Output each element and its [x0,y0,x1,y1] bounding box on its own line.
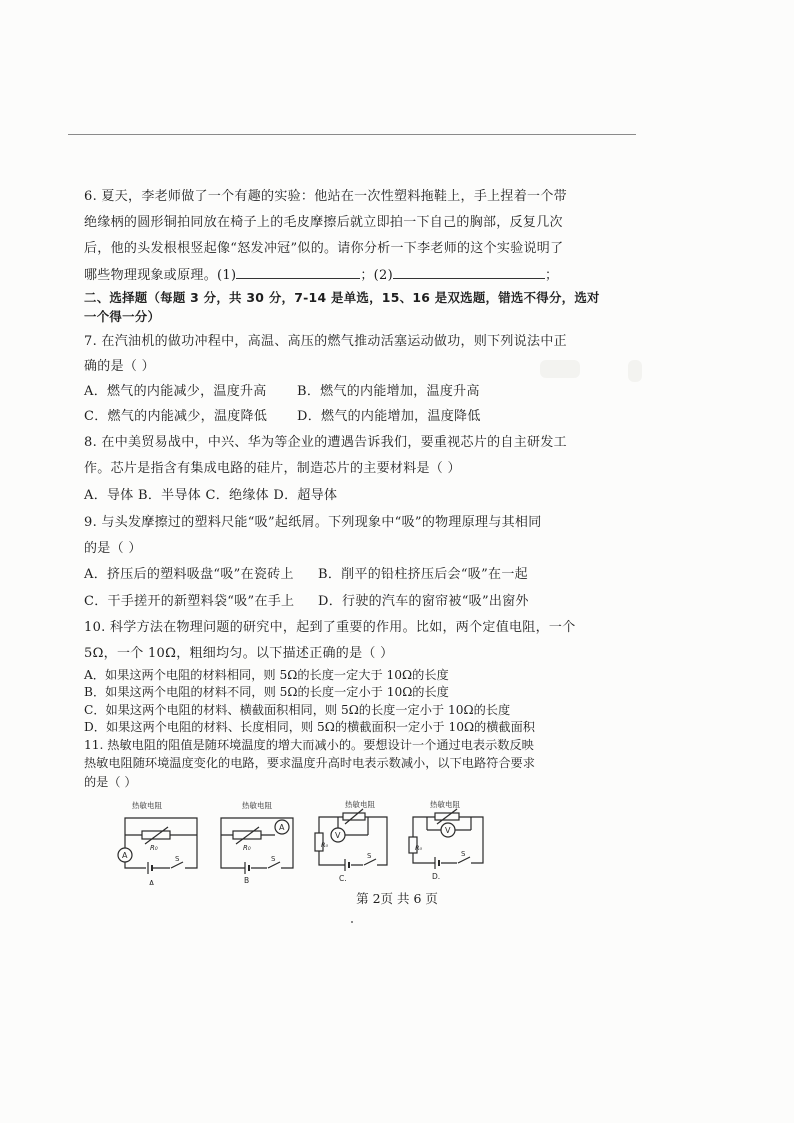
circuit-d-thermistor-label: 热敏电阻 [430,800,460,809]
circuit-a-ammeter-symbol: A [122,851,128,860]
q8-options: A．导体 B．半导体 C．绝缘体 D．超导体 [84,488,338,503]
answer-blank-1[interactable] [236,266,360,279]
section-2-heading-cont: 一个得一分） [84,309,161,324]
circuit-d-switch-label: S [461,850,466,858]
q6-end: ； [544,268,559,283]
q6-line-3: 后，他的头发根根竖起像“怒发冲冠”似的。请你分析一下李老师的这个实验说明了 [84,241,564,256]
q11-stem-1: 11. 热敏电阻的阻值是随环境温度的增大而减小的。要想设计一个通过电表示数反映 [84,738,534,752]
circuit-b [221,800,293,885]
circuit-d-label: D. [432,872,441,881]
q8-stem-2: 作。芯片是指含有集成电路的硅片，制造芯片的主要材料是（ ） [84,461,461,476]
q9-option-c: C．干手搓开的新塑料袋“吸”在手上 [84,594,295,609]
q9-option-d: D．行驶的汽车的窗帘被“吸”出窗外 [318,594,529,609]
circuit-c [315,799,387,883]
q10-stem-2: 5Ω，一个 10Ω，粗细均匀。以下描述正确的是（ ） [84,646,394,661]
circuit-a-thermistor [142,831,170,839]
q11-stem-3: 的是（ ） [84,775,137,789]
page-footer: 第 2页 共 6 页 [356,891,438,906]
q6-separator: ；(2) [360,268,393,283]
q7-stem-1: 7. 在汽油机的做功冲程中，高温、高压的燃气推动活塞运动做功，则下列说法中正 [84,334,567,349]
answer-blank-2[interactable] [393,266,545,279]
circuit-b-label: B [244,876,250,885]
q7-option-c: C．燃气的内能减少，温度降低 [84,409,268,424]
q9-stem-2: 的是（ ） [84,541,142,556]
scan-smudge [540,360,580,378]
circuit-b-ammeter-symbol: A [279,823,285,832]
q7-stem-2: 确的是（ ） [84,359,155,374]
q8-stem-1: 8. 在中美贸易战中，中兴、华为等企业的遭遇告诉我们，要重视芯片的自主研发工 [84,435,567,450]
q7-option-d: D．燃气的内能增加，温度降低 [297,409,481,424]
q9-option-b: B．削平的铅柱挤压后会“吸”在一起 [318,567,528,582]
circuit-a-thermistor-label: 热敏电阻 [132,801,162,810]
circuit-c-label: C. [339,874,347,883]
circuit-c-voltmeter-symbol: V [335,831,341,840]
circuit-b-switch-label: S [271,855,276,863]
q7-option-b: B．燃气的内能增加，温度升高 [297,384,480,399]
scan-dot [351,921,353,923]
circuit-diagrams [105,795,505,885]
q10-option-d: D．如果这两个电阻的材料、长度相同，则 5Ω的横截面积一定小于 10Ω的横截面积 [84,720,535,734]
circuit-a-switch-label: S [175,855,180,863]
circuit-c-switch-label: S [367,852,372,860]
q6-line-4 [84,266,558,284]
q10-stem-1: 10. 科学方法在物理问题的研究中，起到了重要的作用。比如，两个定值电阻，一个 [84,620,576,635]
circuit-d-r0-label: R₀ [415,844,423,852]
q9-option-a: A．挤压后的塑料吸盘“吸”在瓷砖上 [84,567,294,582]
q6-line-1: 6. 夏天，李老师做了一个有趣的实验：他站在一次性塑料拖鞋上，手上捏着一个带 [84,189,567,204]
circuit-c-r0-label: R₀ [321,841,329,849]
circuit-c-thermistor-label: 热敏电阻 [345,800,375,809]
circuit-d-voltmeter-symbol: V [445,826,451,835]
circuit-b-thermistor [233,831,261,839]
circuit-b-thermistor-label: 热敏电阻 [242,801,272,810]
circuit-a-r0-label: R₀ [150,844,158,852]
q9-stem-1: 9. 与头发摩擦过的塑料尺能“吸”起纸屑。下列现象中“吸”的物理原理与其相同 [84,515,542,530]
q10-option-b: B．如果这两个电阻的材料不同，则 5Ω的长度一定小于 10Ω的长度 [84,685,449,699]
scan-smudge [628,360,642,382]
q10-option-a: A．如果这两个电阻的材料相同，则 5Ω的长度一定大于 10Ω的长度 [84,668,449,682]
circuit-d [409,799,483,881]
q11-stem-2: 热敏电阻随环境温度变化的电路，要求温度升高时电表示数减小，以下电路符合要求 [84,756,535,770]
q6-line-2: 绝缘柄的圆形铜拍同放在椅子上的毛皮摩擦后就立即拍一下自己的胸部，反复几次 [84,215,563,230]
section-2-heading: 二、选择题（每题 3 分，共 30 分，7-14 是单选，15、16 是双选题，错选不得分，选对 [84,290,600,305]
q6-prefix: 哪些物理现象或原理。(1) [84,268,237,283]
circuit-a-label: A. [149,879,157,885]
q10-option-c: C．如果这两个电阻的材料、横截面积相同，则 5Ω的长度一定小于 10Ω的长度 [84,703,511,717]
q7-option-a: A．燃气的内能减少，温度升高 [84,384,267,399]
circuit-b-r0-label: R₀ [243,844,251,852]
header-divider [68,134,636,135]
circuit-a [118,800,197,885]
